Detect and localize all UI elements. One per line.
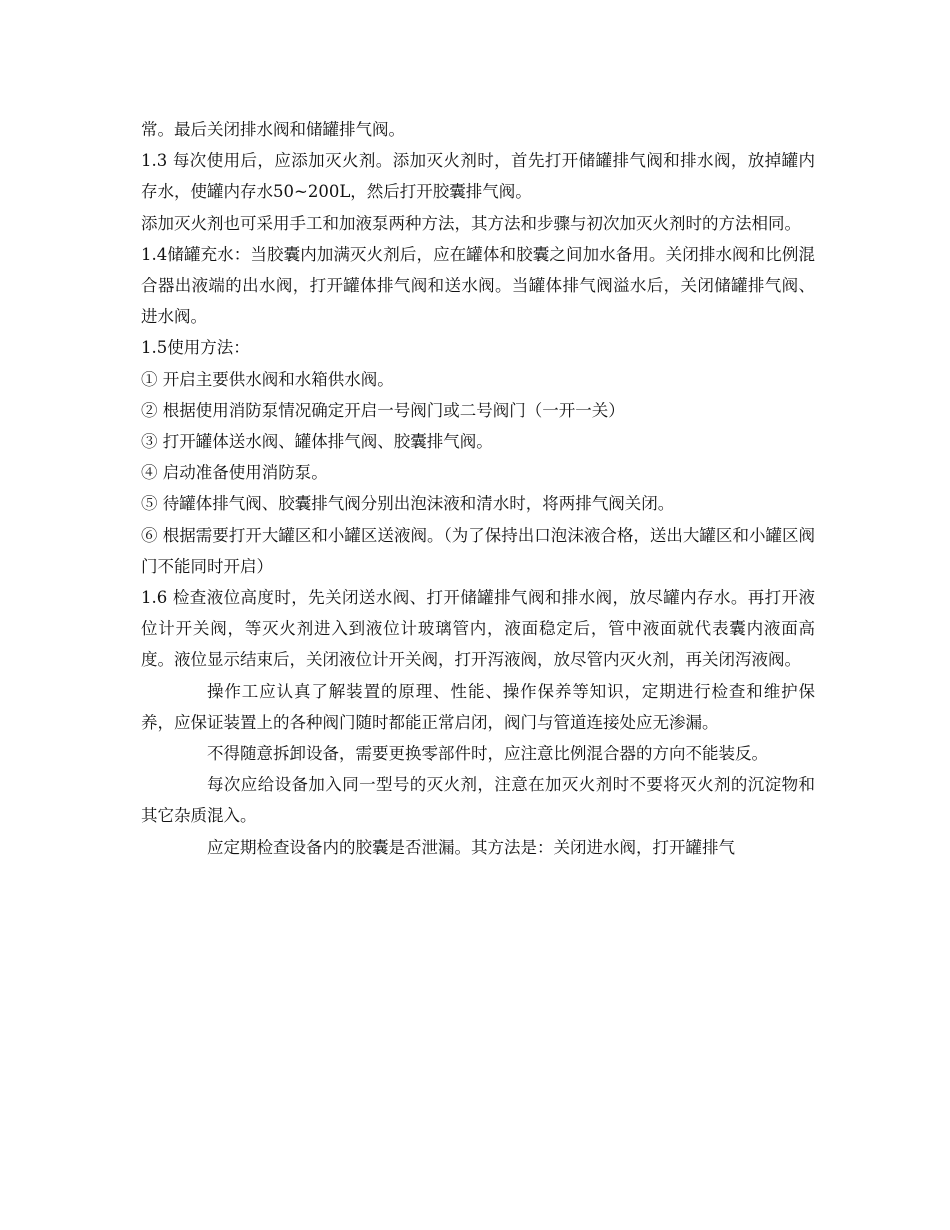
- list-item-step-1: ① 开启主要供水阀和水箱供水阀。: [141, 369, 394, 389]
- paragraph-continuation: 常。最后关闭排水阀和储罐排气阀。: [141, 120, 405, 139]
- paragraph-bladder-leak-check: 应定期检查设备内的胶囊是否泄漏。其方法是：关闭进水阀，打开罐排气: [207, 837, 735, 857]
- paragraph-section-1-4: 1.4储罐充水：当胶囊内加满灭火剂后，应在罐体和胶囊之间加水备用。关闭排水阀和比例混合器出液端的出水阀，打开罐体排气阀和送水阀。当罐体排气阀溢水后，关闭储罐排气阀、进水阀。: [141, 244, 815, 327]
- list-item-step-2: ② 根据使用消防泵情况确定开启一号阀门或二号阀门（一开一关）: [141, 400, 625, 420]
- paragraph-no-disassembly: 不得随意拆卸设备，需要更换零部件时，应注意比例混合器的方向不能装反。: [207, 744, 768, 764]
- document-body: [141, 114, 815, 863]
- paragraph-section-1-5: 1.5使用方法：: [141, 338, 250, 358]
- paragraph-same-agent-type: 每次应给设备加入同一型号的灭火剂，注意在加灭火剂时不要将灭火剂的沉淀物和其它杂质混入。: [141, 775, 815, 826]
- paragraph-add-agent-method: 添加灭火剂也可采用手工和加液泵两种方法，其方法和步骤与初次加灭火剂时的方法相同。: [141, 213, 801, 233]
- paragraph-operator-maintenance: 操作工应认真了解装置的原理、性能、操作保养等知识，定期进行检查和维护保养，应保证装置上的各种阀门随时都能正常启闭，阀门与管道连接处应无渗漏。: [141, 681, 815, 732]
- paragraph-section-1-6: 1.6 检查液位高度时，先关闭送水阀、打开储罐排气阀和排水阀，放尽罐内存水。再打开液位计开关阀，等灭火剂进入到液位计玻璃管内，液面稳定后，管中液面就代表囊内液面高度。液位显示结束后，关闭液位计开关阀，打开泻液阀，放尽管内灭火剂，再关闭泻液阀。: [141, 588, 815, 670]
- paragraph-section-1-3: 1.3 每次使用后，应添加灭火剂。添加灭火剂时，首先打开储罐排气阀和排水阀，放掉罐内存水，使罐内存水50~200L，然后打开胶囊排气阀。: [141, 151, 815, 202]
- list-item-step-6: ⑥ 根据需要打开大罐区和小罐区送液阀。（为了保持出口泡沫液合格，送出大罐区和小罐区阀门不能同时开启）: [141, 525, 815, 576]
- list-item-step-3: ③ 打开罐体送水阀、罐体排气阀、胶囊排气阀。: [141, 432, 493, 452]
- list-item-step-5: ⑤ 待罐体排气阀、胶囊排气阀分别出泡沫液和清水时，将两排气阀关闭。: [141, 494, 675, 514]
- list-item-step-4: ④ 启动准备使用消防泵。: [141, 463, 328, 483]
